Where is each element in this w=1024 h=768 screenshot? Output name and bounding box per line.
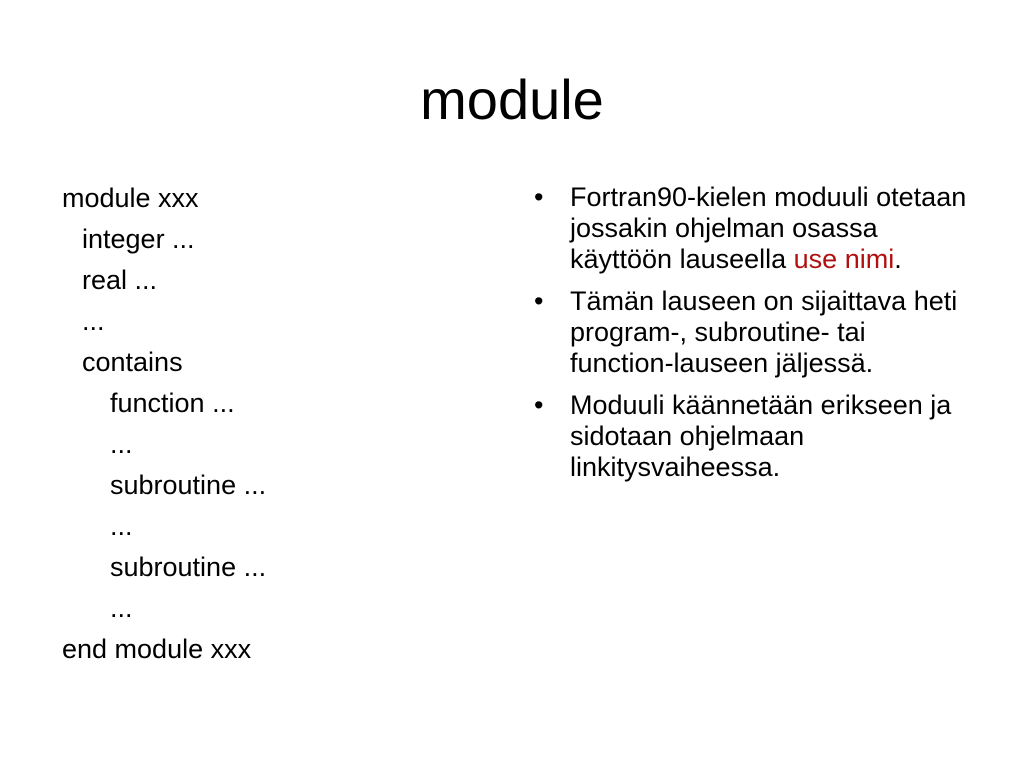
bullet-list [530,182,970,494]
code-line: ... [82,306,105,336]
bullet-text-part: Fortran90-kielen moduuli otetaan jossakin ohjelman osassa käyttöön lauseella [570,182,967,274]
code-line: function ... [110,388,235,418]
bullet-text [570,182,970,275]
bullet-icon: • [534,390,544,420]
code-line: ... [110,511,133,541]
slide-title: module [420,68,604,131]
code-line: ... [110,593,133,623]
code-line: module xxx [62,183,199,213]
bullet-text [570,390,970,483]
code-listing [62,178,482,670]
bullet-icon: • [534,286,544,316]
bullet-item [530,390,970,483]
bullet-item [530,286,970,379]
bullet-item [530,182,970,275]
code-line: end module xxx [62,634,252,664]
code-line: subroutine ... [110,552,267,582]
bullet-text-part: Tämän lauseen on sijaittava heti program-, subroutine- tai function-lauseen jäljessä. [570,286,958,378]
bullet-text-part: . [894,244,902,274]
code-line: real ... [82,265,158,295]
keyword-highlight: use nimi [793,244,895,274]
code-line: contains [82,347,183,377]
bullet-icon: • [534,182,544,212]
code-line: integer ... [82,224,195,254]
bullet-text [570,286,970,379]
code-line: subroutine ... [110,470,267,500]
bullet-text-part: Moduuli käännetään erikseen ja sidotaan ohjelmaan linkitysvaiheessa. [570,390,952,482]
code-line: ... [110,429,133,459]
